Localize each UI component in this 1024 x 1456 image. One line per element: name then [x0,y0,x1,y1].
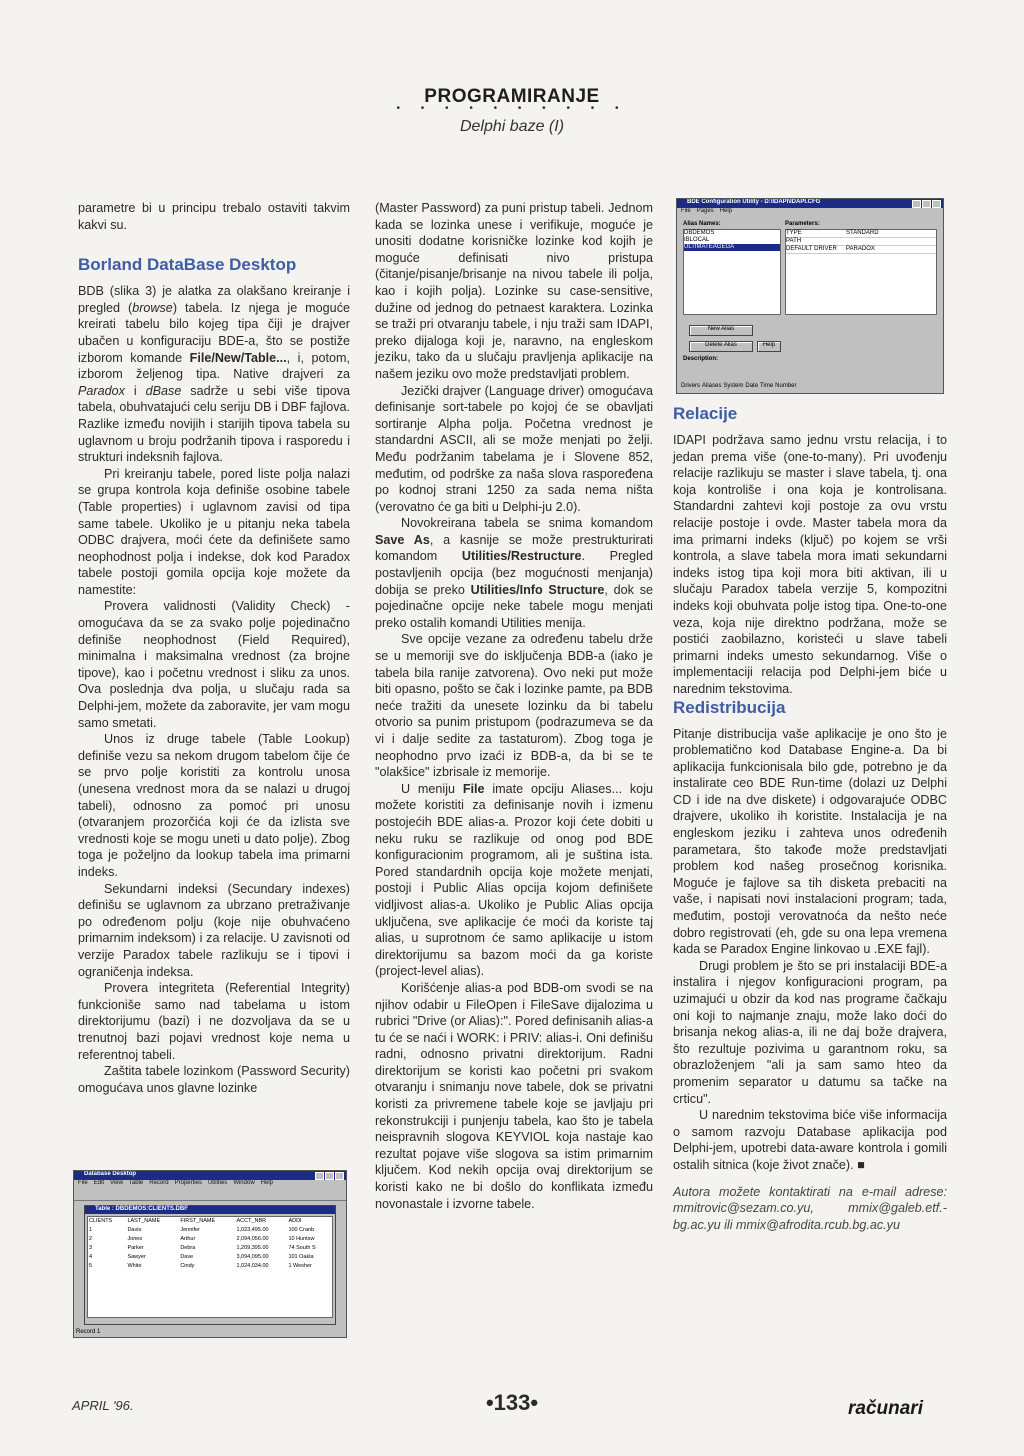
tab-system[interactable]: System [723,383,744,389]
toolbar [74,1188,346,1201]
paragraph: Sekundarni indeksi (Secundary indexes) definišu se uglavnom za ubrzano pretraživanje po određenom polju (koje nije obuhvaćeno primarnim indeksom) i za relacije. U zavisnoti od verzije Paradox tabele razlikuju se i tipovi i ograničenja indeksa. [78,881,350,979]
magazine-logo: računari [848,1398,923,1419]
section-dots: • • • • • • • • • • [396,103,628,114]
alias-names-label: Alias Names: [683,221,721,227]
table-row: 2 Jones Arthur 2,094,056.00 10 Huntsw [89,1236,315,1242]
paragraph: IDAPI podržava samo jednu vrstu relacija, i to jedan prema više (one-to-many). Pri uvođenju relacije razlikuju se master i slave tabela, tj. ona koja kontroliše i ona koja je kontrolisana. Standardni zahtevi koji postoje za ovu vrstu relacije postoje i ovde. Master tabela mora da ima primarni indeks (ključ) po kojem se vrši kontrola, a slave tabela mora imati sekundarni indeks istog tipa koji mora biti aktivan, ili u slučaju Paradox tabela verzije 5, kompozitni indeks koji obuhvata polje istog tipa. One-to-one veza, koja nije direktno podržana, može se postići zaobilazno, koristeći u slave tabeli primarni indeks umesto sekundarnog. Više o implementaciji relacija pod Delphi-jem biće u narednim tekstovima. [673,433,947,696]
paragraph: Provera integriteta (Referential Integrity) funkcioniše samo nad tabelama u istom direktorijumu (bazi) i ne dozvoljava da se u trenutnoj bazi pojavi vrednost koje nema u referentnoj tabeli. [78,981,350,1062]
list-item: ULTIMATEAGEGA [684,244,780,251]
tab-date[interactable]: Date [745,383,759,389]
tab-drivers[interactable]: Drivers [681,383,700,389]
parameters-grid [785,229,937,315]
paragraph: Drugi problem je što se pri instalaciji BDE-a instalira i njegov konfiguracioni program, pa uzimajući u obzir da kod nas programe čačkaju oni koji to najmanje znaju, može lako doći do brisanja nekog alias-a, ili ne daj bože drajvera, što rezultuje pozivima u garantnom roku, sa obrazloženjem "ali ja sam samo hteo da promenim separator u datumu sa tačke na crticu". [673,958,947,1106]
paragraph: (Master Password) za puni pristup tabeli. Jednom kada se lozinka unese i verifikuje, moguće je unositi dodatne korisničke lozinke kod kojih je moguće definisati nivo pristupa (čitanje/pisanje/brisanje na nivou tabele ili polja, kao i kojih polja). Lozinke su case-sensitive, dužine od jednog do petnaest karaktera. Lozinka se traži pri otvaranju tabele, i nju traži sam IDAPI, preko dijaloga koji je, naravno, na engleskom jeziku, tako da u slučaju pravljenja aplikacije na našem jeziku ovo može predstavljati problem. [375,201,653,381]
heading-redistribucija: Redistribucija [673,697,786,717]
paragraph: Jezički drajver (Language driver) omogućava definisanje sort-tabele po kojoj će se obavljati sortiranje Alpha polja. Početna vrednost je standardni ASCII, ali se može menjati po želji. Među podržanim tabelama je i Slovene 852, međutim, od podrške za naša slova raspoređena po kodnoj strani 1250 za sada nema ništa (verovatno će ga biti u Delphi-ju 2.0). [375,383,653,514]
heading-borland-database-desktop: Borland DataBase Desktop [78,255,297,275]
paragraph: Korišćenje alias-a pod BDB-om svodi se na njihov odabir u FileOpen i FileSave dijalozima u rubrici "Drive (or Alias):". Pored definisanih alias-a tu će se naći i WORK: i PRIV: alias-i. Oni definišu radni, odnosno privatni direktorijum. Radni direktorijum se koristi kao početni pri svakom otvaranju i snimanju nove tabele, dok se privatni koristi za privremene tabele koje se javljaju pri rekonstrukciji i punjenju tabela, kao što je tabela neispravnih slogova KEYVIOL koja nastaje kao rezultat pojave više slogova sa istim primarnim ključem. Kod nekih opcija ovaj direktorijum se koristi kako ne bi došlo do konflikata između novonastale i izvorne tabele. [375,980,653,1211]
window-titlebar: Database Desktop [74,1171,346,1180]
page-number: •133• [485,1390,539,1415]
table-row: 1 Davis Jennifer 1,023,495.00 100 Cranb [89,1227,315,1233]
param-row: PATH [786,238,936,246]
author-contact: Autora možete kontaktirati na e-mail adrese: mmitrovic@sezam.co.yu, mmix@galeb.etf.-bg.ac.yu ili mmix@afrodita.rcub.bg.ac.yu [673,1184,947,1232]
tab-strip [681,383,797,390]
paragraph: Pri kreiranju tabele, pored liste polja nalazi se grupa kontrola koja definiše osobine tabele (Table properties) i uglavnom zavisi od tipa same tabele. Ukoliko je u pitanju neka tabela ODBC drajvera, moći ćete da definišete samo neophodnost polja i indekse, dok kod Paradox tabele postoji gomila opcija koje možete da namestite: [78,466,350,597]
description-label: Description: [683,356,719,362]
new-alias-button[interactable]: New Alias [689,325,753,336]
help-button[interactable]: Help [757,341,781,352]
param-row: TYPE STANDARD [786,230,936,238]
delete-alias-button[interactable]: Delete Alias [689,341,753,352]
column-2 [375,200,653,1212]
paragraph: Novokreirana tabela se snima komandom Save As, a kasnije se može prestrukturirati komandom Utilities/Restructure. Pregled postavljenih opcija (bez mogućnosti menjanja) dobija se preko Utilities/Info Structure, dok se pojedinačne opcije neke tabele mogu menjati preko ostalih komandi Utilities menija. [375,516,653,630]
paragraph: Sve opcije vezane za određenu tabelu drže se u memoriji sve do isključenja BDB-a (iako je tabela bila ranije zatvorena). Ovo neki put može biti opasno, pošto se čak i lozinke pamte, pa BDB neće tražiti da unesete lozinku da bi tabelu otvorio sa punim pristupom (podrazumeva se da vi i dalje sedite za tastaturom). Zbog toga je neophodno prvo izaći iz BDB-a, da bi se te "olakšice" izbrisale iz memorije. [375,632,653,780]
column-3 [673,404,947,1233]
menu-bar: File Edit View Table Record Properties Utilities Window Help [78,1180,273,1186]
paragraph: Zaštita tabele lozinkom (Password Security) omogućava unos glavne lozinke [78,1064,350,1095]
paragraph: Pitanje distribucija vaše aplikacije je ono što je problematično kod Database Engine-a. Da bi aplikacija funkcionisala bilo gde, potrebno je da instalirate ceo BDE Run-time (dolazi uz Delphi CD i ide na dve diskete) i odgovarajuće ODBC drajvere, ukoliko ih koristite. Instalacija je na engleskom jeziku i zahteva unos određenih parametara, što takođe može predstavljati problem kod našeg prosečnog korisnika. Moguće je fajlove sa tih disketa prebaciti na vaše, i napisati novi instalacioni program; tada, međutim, postoji verovatnoća da nešto neće dobro registrovati (eh, gde su ona lepa vremena kada se Paradox Engine linkovao u .EXE fajl). [673,726,947,957]
window-buttons [314,1172,344,1183]
table-row: 4 Sawyer Dave 3,094,095.00 101 Oakla [89,1254,314,1260]
window-titlebar: BDE Configuration Utility - D:\IDAPI\IDAPI.CFG [677,199,943,208]
paragraph: BDB (slika 3) je alatka za olakšano kreiranje i pregled (browse) tabela. Iz njega je moguće kreirati tabelu bilo kojeg tipa čiji je drajver ubačen u konfiguraciju BDE-a, što se postiže izborom komande File/New/Table..., i, potom, izborom željenog tipa. Native drajveri za Paradox i dBase sadrže u sebi više tipova tabela, obuhvatajući celu seriju DB i DBF fajlova. Razlike između novijih i starijih tipova tabela su uglavnom u broju podržanih tipova i rasporedu i strukturi indeksnih fajlova. [78,284,351,465]
clients-table [88,1217,332,1271]
param-row: DEFAULT DRIVER PARADOX [786,246,936,254]
paragraph: Unos iz druge tabele (Table Lookup) definiše vezu sa nekom drugom tabelom čije će se prvo polje koristiti za kontrolu unosa (unesena vrednost mora da se nalazi u drugoj tabeli), odnosno za pomoć pri unosu (otvaranjem prozorčića koji će da izlista sve vrednosti koje se mogu uneti u dato polje). Zbog toga je poželjno da lookup tabela ima primarni indeks. [78,732,350,879]
paragraph: parametre bi u principu trebalo ostaviti takvim kakvi su. [78,201,350,232]
section-title: PROGRAMIRANJE [424,86,600,107]
tab-aliases[interactable]: Aliases [702,383,722,389]
column-1 [78,200,350,1096]
menu-bar: File Pages Help [681,208,733,214]
table-row: 5 White Cindy 1,024,034.00 1 Wesher [89,1263,312,1269]
paragraph: Provera validnosti (Validity Check) - omogućava da se za svako polje pojedinačno definiše neophodnost (Field Required), minimalna i maksimalna vrednost (za brojne tipove), kao i početnu vrednost i sliku za unos. Ova poslednja dva polja, u slučaju rada sa Delphi-jem, možete da zaboravite, jer vam mogu samo smetati. [78,599,350,730]
data-grid [87,1216,333,1318]
table-row: 3 Parker Debra 1,209,395.00 74 South S [89,1245,316,1251]
list-item: DBDEMOS [684,230,715,236]
parameters-label: Parameters: [785,221,820,227]
paragraph: U meniju File imate opciju Aliases... koju možete koristiti za definisanje novih i izmenu postojećih BDE alias-a. Prozor koji ćete dobiti u neku ruku se razlikuje od onog pod BDE konfiguracionim programom, ali je suština ista. Pored standardnih opcija koje možete menjati, postoji i Public Alias opcija kojom definišete vidljivost alias-a. Ukoliko je Public Alias opcija uključena, sve aplikacije će moći da koriste taj alias, u suprotnom će samo aplikacije u istom direktorijumu sa bazom moći da ga koriste (project-level alias). [375,781,653,979]
issue-date: APRIL '96. [72,1398,134,1413]
article-subtitle: Delphi baze (I) [459,118,565,135]
status-bar: Record 1 [76,1329,101,1335]
table-titlebar: Table : DBDEMOS:CLIENTS.DBF [85,1206,335,1214]
tab-number[interactable]: Number [775,383,797,389]
heading-relacije: Relacije [673,404,738,423]
paragraph: U narednim tekstovima biće više informacija o samom razvoju Database aplikacija pod Delphi-jem, upotrebi data-aware kontrola i gomili ostalih sitnica (koje život znače). ■ [673,1108,947,1172]
list-item: IBLOCAL [684,237,710,243]
tab-time[interactable]: Time [760,383,774,389]
figure-database-desktop [73,1170,347,1338]
table-header: CLIENTS LAST_NAME FIRST_NAME ACCT_NBR ADDI [89,1218,302,1224]
figure-bde-config [676,198,944,394]
window-buttons [911,200,941,211]
alias-list [683,229,781,315]
table-window [84,1205,336,1325]
